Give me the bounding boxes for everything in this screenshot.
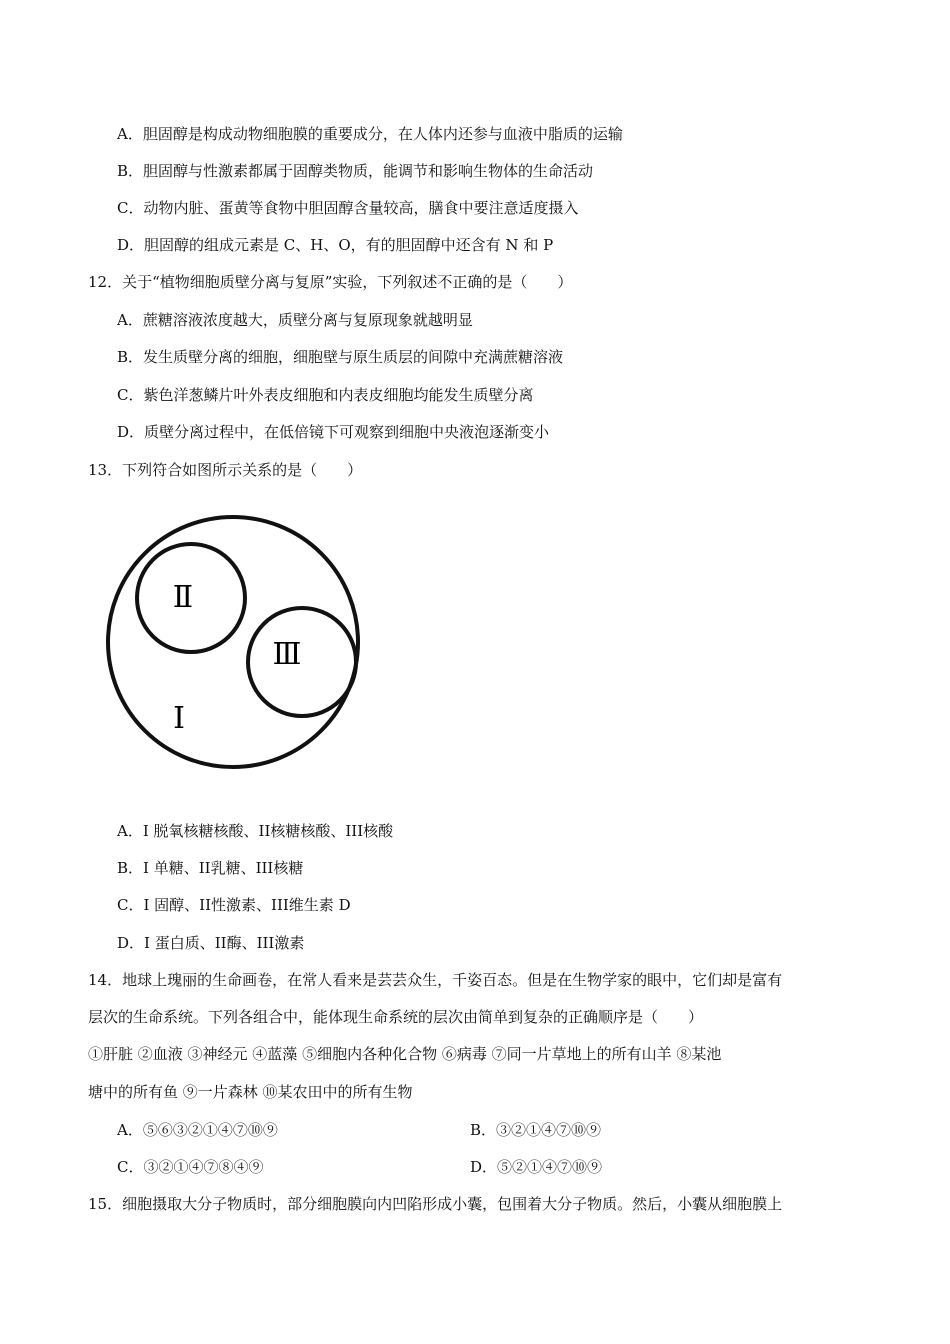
diagram-label-i: Ⅰ bbox=[173, 701, 185, 736]
q11-option-a: A．胆固醇是构成动物细胞膜的重要成分，在人体内还参与血液中脂质的运输 bbox=[117, 125, 623, 143]
q13-option-a: A．I 脱氧核糖核酸、II核糖核酸、III核酸 bbox=[117, 822, 394, 840]
q12-option-d: D．质壁分离过程中，在低倍镜下可观察到细胞中央液泡逐渐变小 bbox=[117, 423, 550, 441]
q14-items-line2: 塘中的所有鱼 ⑨一片森林 ⑩某农田中的所有生物 bbox=[88, 1083, 413, 1101]
q14-items-line1: ①肝脏 ②血液 ③神经元 ④蓝藻 ⑤细胞内各种化合物 ⑥病毒 ⑦同一片草地上的所有山羊 ⑧某池 bbox=[88, 1045, 722, 1063]
q14-option-c: C．③②①④⑦⑧④⑨ bbox=[117, 1158, 264, 1176]
q14-option-a: A．⑤⑥③②①④⑦⑩⑨ bbox=[117, 1121, 278, 1139]
diagram-label-iii: Ⅲ bbox=[272, 637, 302, 672]
q13-stem: 13．下列符合如图所示关系的是（ ） bbox=[88, 461, 363, 479]
q13-venn-diagram bbox=[90, 512, 390, 774]
diagram-label-ii: Ⅱ bbox=[172, 580, 194, 615]
q11-option-c: C．动物内脏、蛋黄等食物中胆固醇含量较高，膳食中要注意适度摄入 bbox=[117, 199, 579, 217]
q12-option-c: C．紫色洋葱鳞片叶外表皮细胞和内表皮细胞均能发生质壁分离 bbox=[117, 386, 534, 404]
q14-stem-line2: 层次的生命系统。下列各组合中，能体现生命系统的层次由简单到复杂的正确顺序是（ ） bbox=[88, 1008, 704, 1026]
q14-option-d: D．⑤②①④⑦⑩⑨ bbox=[470, 1158, 603, 1176]
small-circle-iii bbox=[248, 608, 356, 716]
outer-circle bbox=[108, 517, 358, 767]
q15-stem-line1: 15．细胞摄取大分子物质时，部分细胞膜向内凹陷形成小囊，包围着大分子物质。然后，小囊从细胞膜上 bbox=[88, 1195, 783, 1213]
q13-option-d: D．I 蛋白质、II酶、III激素 bbox=[117, 934, 305, 952]
q11-option-d: D．胆固醇的组成元素是 C、H、O，有的胆固醇中还含有 N 和 P bbox=[117, 236, 554, 254]
q11-option-b: B．胆固醇与性激素都属于固醇类物质，能调节和影响生物体的生命活动 bbox=[117, 162, 594, 180]
q14-stem-line1: 14．地球上瑰丽的生命画卷，在常人看来是芸芸众生，千姿百态。但是在生物学家的眼中，它们却是富有 bbox=[88, 971, 783, 989]
q13-option-c: C．I 固醇、II性激素、III维生素 D bbox=[117, 896, 351, 914]
q13-option-b: B．I 单糖、II乳糖、III核糖 bbox=[117, 859, 304, 877]
q14-option-b: B．③②①④⑦⑩⑨ bbox=[470, 1121, 602, 1139]
q12-stem: 12．关于“植物细胞质壁分离与复原”实验，下列叙述不正确的是（ ） bbox=[88, 273, 573, 291]
q12-option-a: A．蔗糖溶液浓度越大，质壁分离与复原现象就越明显 bbox=[117, 311, 473, 329]
q12-option-b: B．发生质壁分离的细胞，细胞壁与原生质层的间隙中充满蔗糖溶液 bbox=[117, 348, 564, 366]
